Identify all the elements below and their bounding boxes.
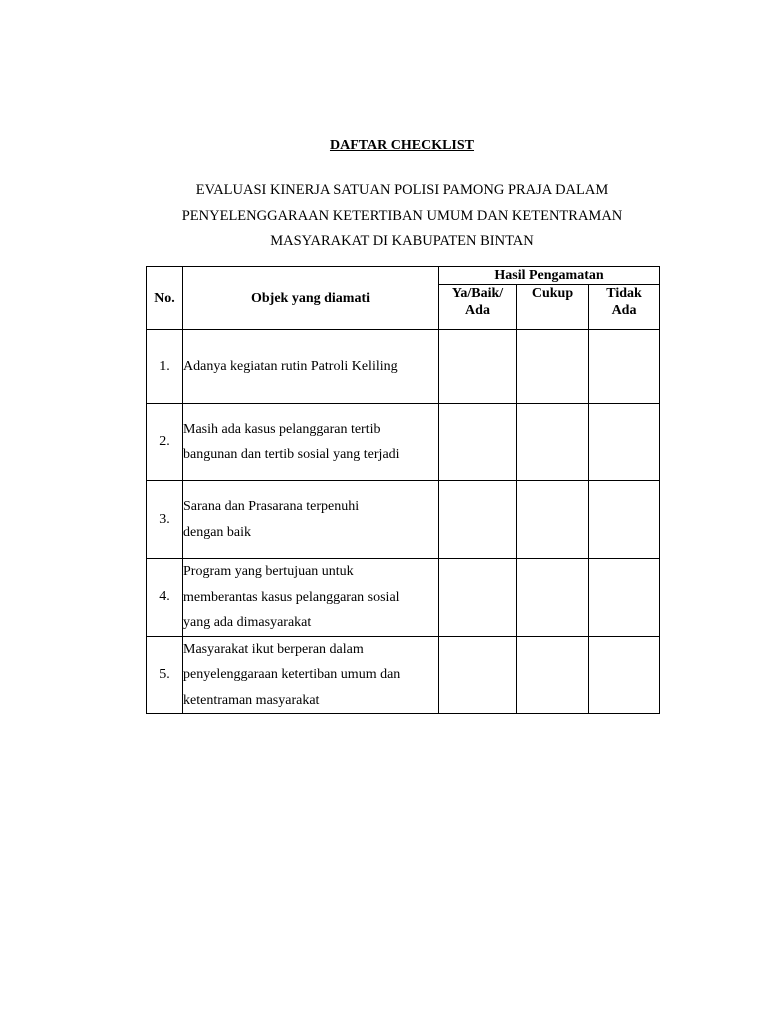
object-line: Adanya kegiatan rutin Patroli Keliling: [183, 358, 398, 374]
cell-not-present[interactable]: [589, 404, 660, 481]
cell-fair[interactable]: [517, 481, 589, 559]
row-number: 2.: [147, 404, 183, 481]
column-header-object: Objek yang diamati: [183, 267, 439, 330]
column-header-result-group: Hasil Pengamatan: [439, 267, 660, 285]
column-header-yes: [439, 285, 517, 330]
table-row: [147, 481, 660, 559]
table-row: [147, 636, 660, 714]
cell-fair[interactable]: [517, 404, 589, 481]
page-title: DAFTAR CHECKLIST: [329, 138, 475, 153]
object-line: yang ada dimasyarakat: [183, 615, 312, 630]
header-text: Cukup: [531, 286, 574, 301]
object-line: memberantas kasus pelanggaran sosial: [183, 589, 400, 605]
column-header-no: No.: [147, 267, 183, 330]
cell-fair[interactable]: [517, 636, 589, 714]
subtitle-line: MASYARAKAT DI KABUPATEN BINTAN: [270, 233, 534, 249]
row-object: [183, 559, 439, 637]
table-row: [147, 330, 660, 404]
cell-not-present[interactable]: [589, 636, 660, 714]
row-number: 1.: [147, 330, 183, 404]
cell-yes[interactable]: [439, 636, 517, 714]
header-text: Tidak: [606, 286, 642, 301]
cell-fair[interactable]: [517, 330, 589, 404]
object-line: Program yang bertujuan untuk: [183, 564, 354, 579]
object-line: ketentraman masyarakat: [183, 692, 320, 708]
header-text: Ya/Baik/: [451, 286, 504, 301]
checklist-table: [146, 266, 660, 714]
object-line: Masyarakat ikut berperan dalam: [183, 641, 364, 657]
row-object: [183, 330, 439, 404]
table-row: [147, 559, 660, 637]
cell-not-present[interactable]: [589, 330, 660, 404]
table-row: [147, 404, 660, 481]
object-line: Masih ada kasus pelanggaran tertib: [183, 421, 381, 437]
object-line: Sarana dan Prasarana terpenuhi: [183, 499, 360, 514]
table-header-row: [147, 267, 660, 285]
row-object: [183, 636, 439, 714]
header-text: Ada: [611, 303, 637, 318]
object-line: bangunan dan tertib sosial yang terjadi: [183, 447, 400, 462]
header-text: Ada: [465, 303, 490, 318]
cell-not-present[interactable]: [589, 481, 660, 559]
row-number: 3.: [147, 481, 183, 559]
object-line: dengan baik: [183, 524, 252, 540]
cell-yes[interactable]: [439, 404, 517, 481]
row-object: [183, 481, 439, 559]
row-number: 5.: [147, 636, 183, 714]
subtitle-line: EVALUASI KINERJA SATUAN POLISI PAMONG PRAJA DALAM: [195, 182, 609, 198]
cell-not-present[interactable]: [589, 559, 660, 637]
document-subtitle: [0, 178, 768, 255]
cell-yes[interactable]: [439, 481, 517, 559]
subtitle-line: PENYELENGGARAAN KETERTIBAN UMUM DAN KETENTRAMAN: [181, 207, 623, 224]
column-header-not-present: [589, 285, 660, 330]
row-number: 4.: [147, 559, 183, 637]
cell-fair[interactable]: [517, 559, 589, 637]
cell-yes[interactable]: [439, 330, 517, 404]
object-line: penyelenggaraan ketertiban umum dan: [183, 667, 401, 682]
row-object: [183, 404, 439, 481]
column-header-fair: [517, 285, 589, 330]
cell-yes[interactable]: [439, 559, 517, 637]
